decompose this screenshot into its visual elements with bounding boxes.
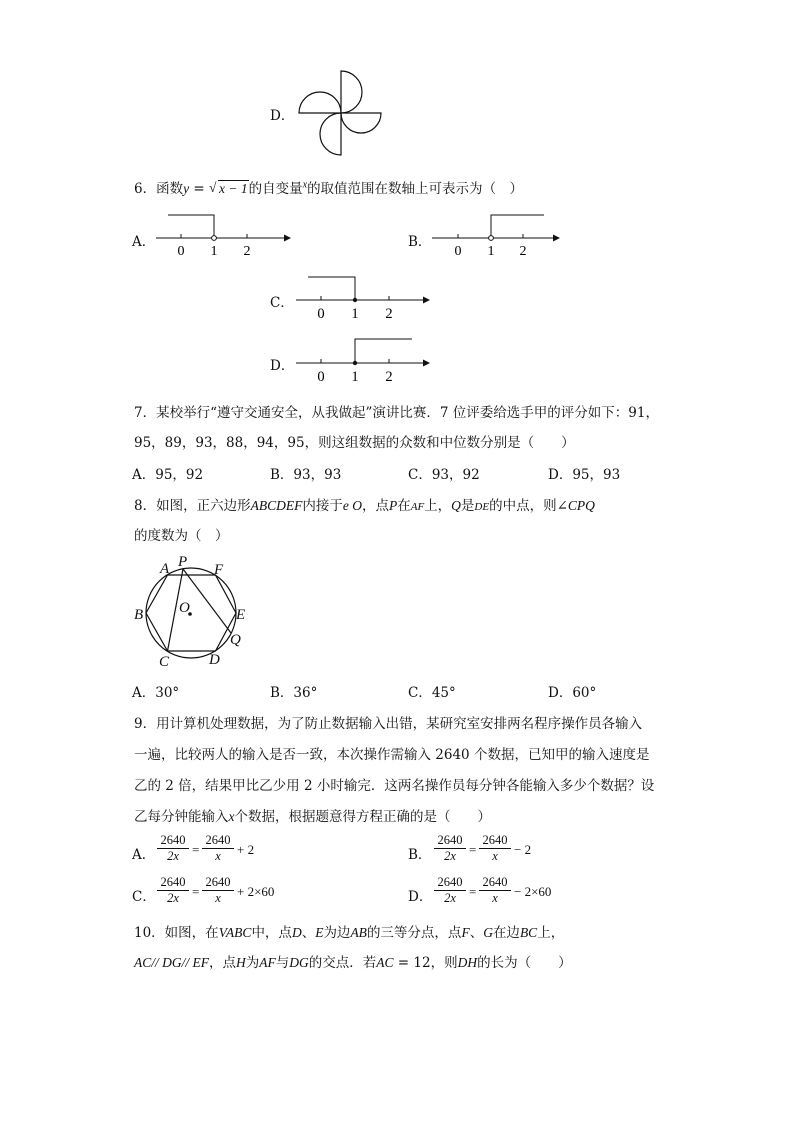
tick-label-0: 0 — [177, 244, 185, 259]
fraction-left: 2640 2x — [157, 875, 189, 906]
q7-stem-line-1: 7．某校举行“遵守交通安全，从我做起”演讲比赛．7 位评委给选手甲的评分如下：91， — [134, 405, 659, 421]
label-q: Q — [230, 632, 241, 648]
q6-stem: 6．函数y = √ x − 1的自变量$^x$的取值范围在数轴上可表示为（ ） — [134, 179, 524, 197]
q8-option-d: D．60° — [548, 685, 597, 701]
q6-option-a-label: A． — [132, 234, 156, 250]
equation-tail: − 2 — [514, 842, 532, 857]
tick-label-2: 2 — [385, 306, 393, 322]
q8-option-c: C．45° — [408, 685, 456, 701]
open-point — [489, 236, 494, 241]
equals-sign: = — [192, 884, 200, 899]
fraction-right: 2640 x — [202, 875, 234, 906]
segment-pq — [183, 569, 231, 633]
q8-hexagon-figure — [126, 551, 256, 673]
tick-label-2: 2 — [519, 244, 527, 259]
label-c: C — [159, 654, 170, 670]
q9-stem-line-1: 9．用计算机处理数据，为了防止数据输入出错，某研究室安排两名程序操作员各输入 — [134, 716, 643, 732]
tick-label-2: 2 — [385, 369, 393, 385]
fraction-right: 2640 x — [479, 875, 511, 906]
q7-option-a: A．95，92 — [132, 467, 204, 483]
tick-label-0: 0 — [317, 369, 325, 385]
equation-tail: + 2 — [237, 842, 255, 857]
q6-option-d-label: D． — [270, 358, 295, 374]
q7-option-b: B．93，93 — [270, 467, 342, 483]
q8-stem-line-1: 8．如图，正六边形ABCDEF内接于e O，点P在AF上，Q是DE的中点，则∠CPQ — [134, 498, 595, 514]
label-d: D — [209, 652, 220, 668]
label-o: O — [179, 600, 190, 616]
tick-label-1: 1 — [351, 369, 359, 385]
q9-stem-line-2: 一遍，比较两人的输入是否一致，本次操作需输入 2640 个数据，已知甲的输入速度是 — [134, 747, 650, 763]
q7-stem-line-2: 95，89，93，88，94，95，则这组数据的众数和中位数分别是（ ） — [134, 435, 575, 451]
tick-label-0: 0 — [454, 244, 462, 259]
fraction-right: 2640 x — [202, 833, 234, 864]
solid-point — [353, 298, 357, 302]
tick-label-0: 0 — [317, 306, 325, 322]
tick-label-1: 1 — [487, 244, 495, 259]
tick-label-1: 1 — [210, 244, 218, 259]
fraction-left: 2640 2x — [434, 833, 466, 864]
q6-option-c-label: C． — [270, 295, 294, 311]
pinwheel-blade-top — [341, 71, 362, 113]
equation-tail: − 2×60 — [514, 884, 552, 899]
equals-sign: = — [469, 884, 477, 899]
label-f: F — [214, 562, 224, 578]
q6-option-b-numberline — [426, 205, 571, 260]
q5-option-d-label: D． — [270, 108, 295, 124]
pinwheel-blade-left — [299, 92, 341, 113]
equals-sign: = — [192, 842, 200, 857]
q6-option-b-label: B． — [408, 234, 432, 250]
q8-option-a: A．30° — [132, 685, 180, 701]
q8-stem-line-2: 的度数为（ ） — [134, 528, 229, 544]
pinwheel-figure — [292, 66, 387, 158]
label-a: A — [160, 561, 170, 577]
sqrt-radical: √ x − 1 — [209, 180, 248, 196]
pinwheel-blade-right — [341, 113, 381, 133]
fraction-right: 2640 x — [479, 833, 511, 864]
pinwheel-blade-bottom — [320, 113, 341, 155]
label-p: P — [178, 554, 188, 570]
equals-sign: = — [469, 842, 477, 857]
q6-option-a-numberline — [150, 205, 295, 260]
fraction-left: 2640 2x — [434, 875, 466, 906]
q6-option-d-numberline — [288, 330, 433, 385]
solid-point — [353, 361, 357, 365]
q9-stem-line-3: 乙的 2 倍，结果甲比乙少用 2 小时输完．这两名操作员每分钟各能输入多少个数据？设 — [134, 778, 655, 794]
q8-option-b: B．36° — [270, 685, 318, 701]
q10-stem-line-1: 10．如图，在VABC中，点D、E为边AB的三等分点，点F、G在边BC上， — [134, 925, 565, 941]
q9-stem-line-4: 乙每分钟能输入x个数据，根据题意得方程正确的是（ ） — [134, 809, 491, 825]
equation-tail: + 2×60 — [237, 884, 275, 899]
open-point — [212, 236, 217, 241]
q10-stem-line-2: AC// DG// EF，点H为AF与DG的交点．若AC = 12，则DH的长为（ ） — [134, 955, 572, 971]
label-b: B — [134, 607, 144, 623]
q7-option-d: D．95，93 — [548, 467, 621, 483]
q7-option-c: C．93，92 — [408, 467, 480, 483]
tick-label-1: 1 — [351, 306, 359, 322]
q6-option-c-numberline — [288, 267, 433, 322]
fraction-left: 2640 2x — [157, 833, 189, 864]
tick-label-2: 2 — [243, 244, 251, 259]
label-e: E — [236, 607, 246, 623]
